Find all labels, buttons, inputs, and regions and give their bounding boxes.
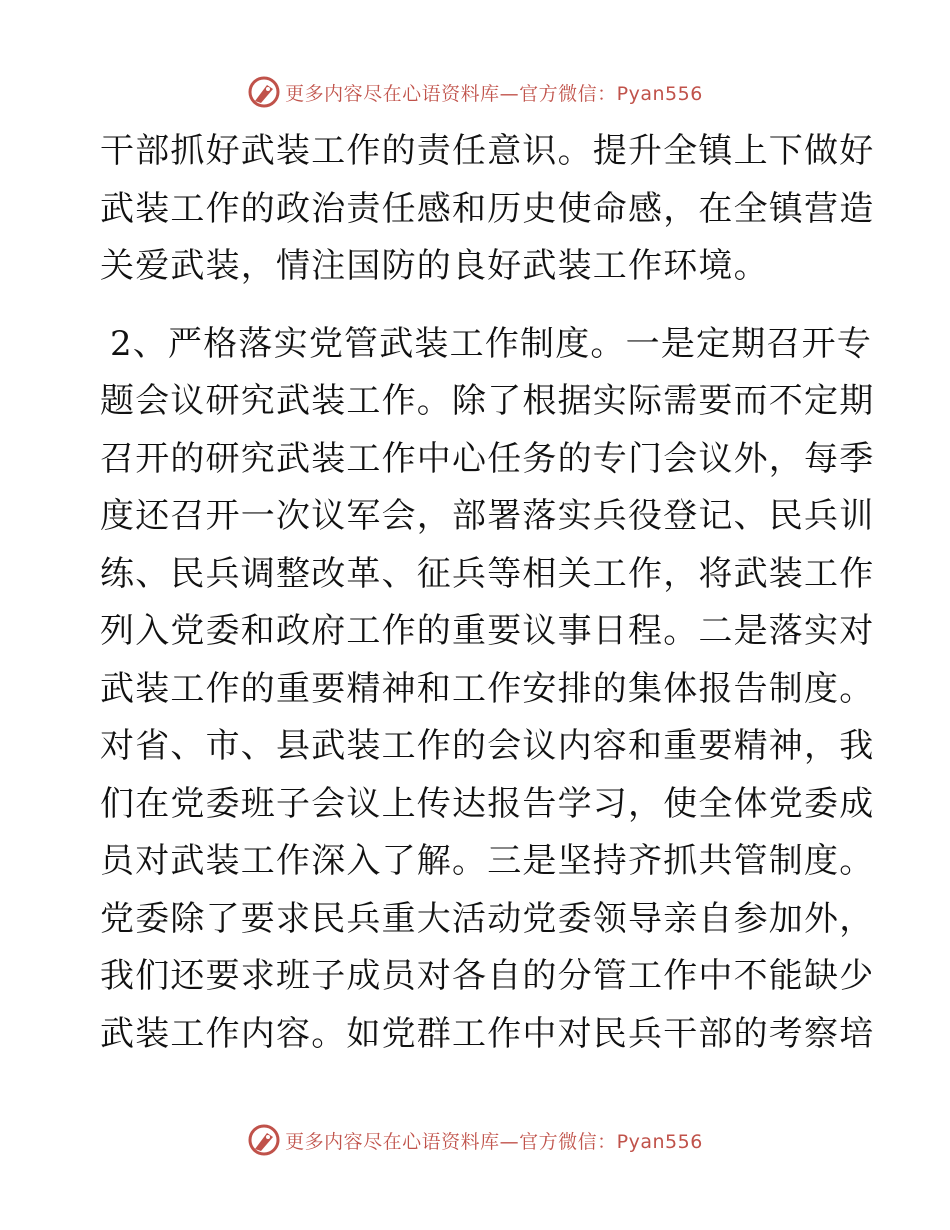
- text-line: 列入党委和政府工作的重要议事日程。二是落实对: [100, 611, 875, 651]
- header-banner: [0, 72, 950, 112]
- text-line: 武装工作内容。如党群工作中对民兵干部的考察培: [100, 1013, 875, 1054]
- text-line: 2、严格落实党管武装工作制度。一是定期召开专: [110, 323, 873, 364]
- paragraph-2: [100, 316, 875, 1064]
- paragraph-gap: [100, 296, 850, 316]
- text-line: 题会议研究武装工作。除了根据实际需要而不定期: [100, 381, 875, 421]
- header-banner-text: 更多内容尽在心语资料库—官方微信：Pyan556: [285, 82, 703, 105]
- text-line: 我们还要求班子成员对各自的分管工作中不能缺少: [100, 956, 875, 996]
- paragraph-1: [100, 123, 875, 296]
- text-line: 召开的研究武装工作中心任务的专门会议外，每季: [100, 438, 875, 479]
- text-line: 干部抓好武装工作的责任意识。提升全镇上下做好: [100, 131, 875, 171]
- text-line: 对省、市、县武装工作的会议内容和重要精神，我: [100, 726, 875, 766]
- text-line: 党委除了要求民兵重大活动党委领导亲自参加外，: [100, 898, 875, 939]
- text-line: 关爱武装，情注国防的良好武装工作环境。: [100, 246, 769, 286]
- footer-banner: [0, 1120, 950, 1160]
- document-body: [100, 123, 875, 1063]
- text-line: 武装工作的政治责任感和历史使命感，在全镇营造: [100, 188, 875, 229]
- text-line: 员对武装工作深入了解。三是坚持齐抓共管制度。: [100, 841, 875, 881]
- footer-banner-text: 更多内容尽在心语资料库—官方微信：Pyan556: [285, 1130, 703, 1153]
- pen-nib-circle-icon: [247, 1123, 281, 1157]
- pen-nib-circle-icon: [247, 75, 281, 109]
- text-line: 度还召开一次议军会，部署落实兵役登记、民兵训: [100, 496, 875, 536]
- text-line: 练、民兵调整改革、征兵等相关工作，将武装工作: [100, 553, 875, 594]
- text-line: 武装工作的重要精神和工作安排的集体报告制度。: [100, 668, 875, 709]
- text-line: 们在党委班子会议上传达报告学习，使全体党委成: [100, 783, 875, 824]
